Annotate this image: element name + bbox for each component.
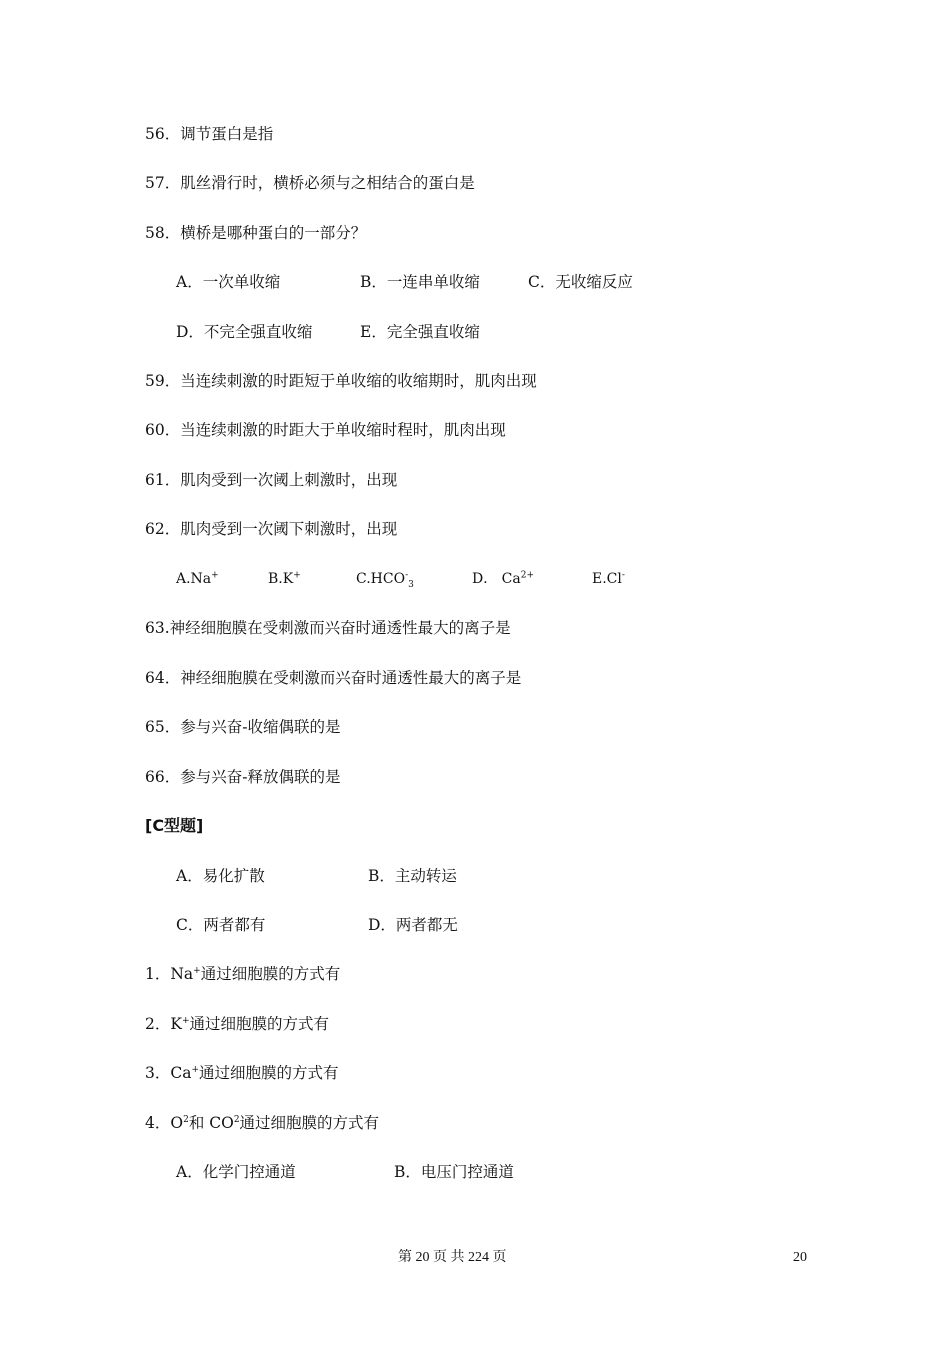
ion-option-e: E.Cl- xyxy=(592,570,625,587)
question-62: 62．肌肉受到一次阈下刺激时，出现 xyxy=(145,520,398,538)
ion-option-a: A.Na+ xyxy=(176,570,219,587)
option-c: C．无收缩反应 xyxy=(528,273,633,291)
ion-option-c: $C.HCO^-_3$ xyxy=(356,570,414,590)
gate-option-b: B．电压门控通道 xyxy=(394,1163,514,1181)
c-question-4: 4．$O^2$和 $CO^2$通过细胞膜的方式有 xyxy=(145,1114,380,1132)
c-option-b: B．主动转运 xyxy=(368,867,457,885)
question-66: 66．参与兴奋-释放偶联的是 xyxy=(145,768,341,786)
c-option-d: D．两者都无 xyxy=(368,916,458,934)
page-number: 20 xyxy=(793,1250,807,1265)
question-59: 59．当连续刺激的时距短于单收缩的收缩期时，肌肉出现 xyxy=(145,372,537,390)
option-a: A．一次单收缩 xyxy=(176,273,281,291)
c-question-3: 3．Ca+通过细胞膜的方式有 xyxy=(145,1064,339,1082)
c-option-c: C．两者都有 xyxy=(176,916,266,934)
c-question-2: 2．K+通过细胞膜的方式有 xyxy=(145,1015,330,1033)
question-60: 60．当连续刺激的时距大于单收缩时程时，肌肉出现 xyxy=(145,421,506,439)
question-63: 63.神经细胞膜在受刺激而兴奋时通透性最大的离子是 xyxy=(145,619,511,637)
c-option-a: A．易化扩散 xyxy=(176,867,265,885)
c-question-1: 1．Na+通过细胞膜的方式有 xyxy=(145,965,341,983)
question-64: 64．神经细胞膜在受刺激而兴奋时通透性最大的离子是 xyxy=(145,669,522,687)
question-57: 57．肌丝滑行时，横桥必须与之相结合的蛋白是 xyxy=(145,174,475,192)
ion-option-d: D． $Ca^{2+}$ xyxy=(472,570,535,587)
ion-option-b: B.K+ xyxy=(268,570,301,587)
gate-option-a: A．化学门控通道 xyxy=(176,1163,296,1181)
option-b: B．一连串单收缩 xyxy=(360,273,480,291)
question-61: 61．肌肉受到一次阈上刺激时，出现 xyxy=(145,471,398,489)
question-58: 58．横桥是哪种蛋白的一部分？ xyxy=(145,224,367,242)
section-heading: [C型题] xyxy=(145,816,204,835)
question-56: 56．调节蛋白是指 xyxy=(145,125,274,143)
option-e: E．完全强直收缩 xyxy=(360,323,480,341)
page-footer-text: 第 20 页 共 224 页 xyxy=(398,1250,507,1265)
option-d: D．不完全强直收缩 xyxy=(176,323,313,341)
question-65: 65．参与兴奋-收缩偶联的是 xyxy=(145,718,341,736)
